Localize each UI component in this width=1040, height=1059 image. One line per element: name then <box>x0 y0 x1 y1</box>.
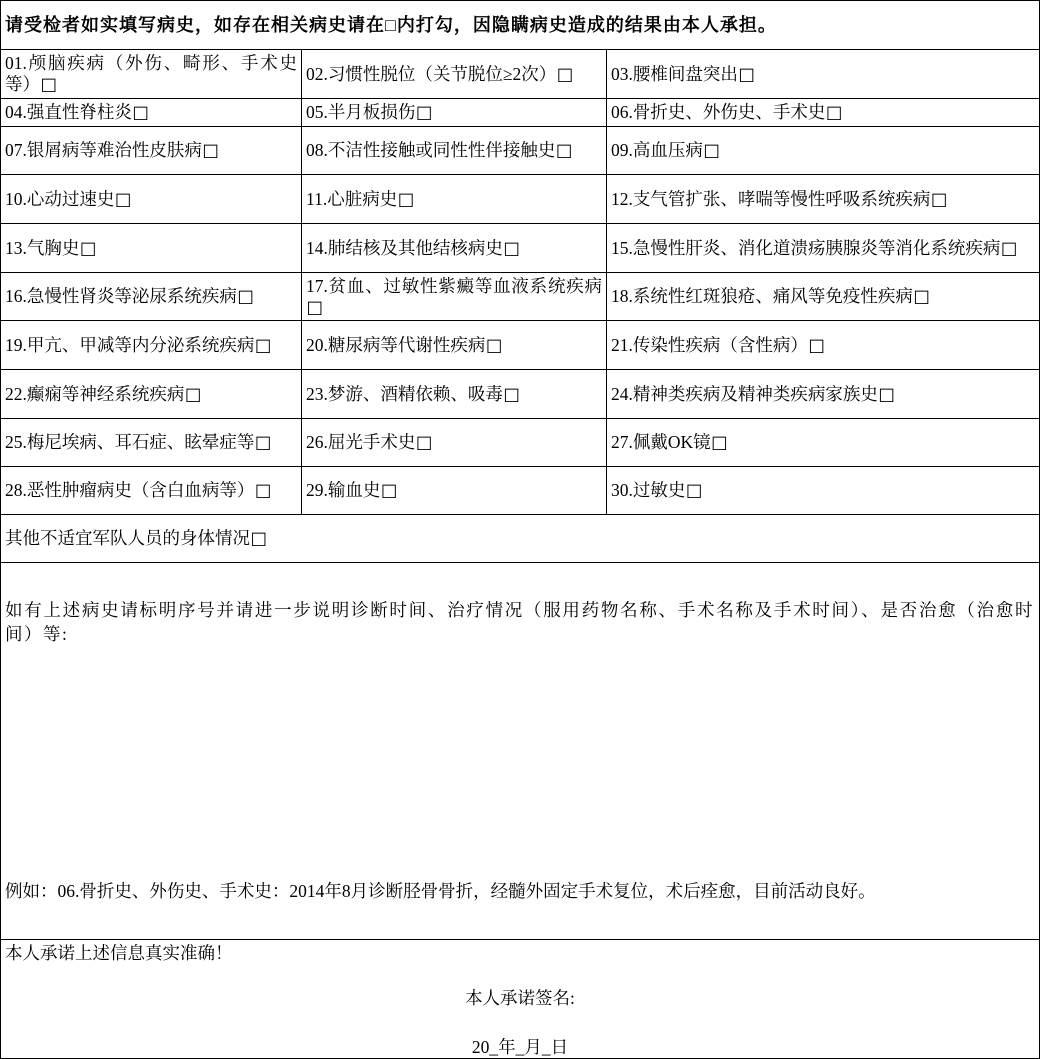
history-item-03-text <box>611 64 1035 85</box>
history-item-08-text <box>306 140 602 161</box>
history-item-04-label: 04.强直性脊柱炎 <box>5 102 132 122</box>
history-item-22-checkbox[interactable]: □ <box>184 384 202 405</box>
history-item-19-checkbox[interactable]: □ <box>254 335 272 356</box>
history-item-28-text <box>5 480 297 501</box>
history-item-28-checkbox[interactable]: □ <box>254 481 272 501</box>
history-item-24-checkbox[interactable]: □ <box>878 384 895 405</box>
history-item-19-label: 19.甲亢、甲减等内分泌系统疾病 <box>5 334 255 355</box>
history-item-27-text <box>611 432 1035 453</box>
history-item-06 <box>607 99 1040 127</box>
history-item-16-label: 16.急慢性肾炎等泌尿系统疾病 <box>5 286 237 306</box>
history-item-01 <box>1 50 302 99</box>
history-item-22 <box>1 370 302 419</box>
history-item-22-text <box>5 384 297 405</box>
history-item-19 <box>1 321 302 370</box>
other-conditions-label: 其他不适宜军队人员的身体情况 <box>5 528 250 548</box>
history-item-09-checkbox[interactable]: □ <box>703 141 720 161</box>
history-item-22-label: 22.癫痫等神经系统疾病 <box>5 383 185 404</box>
history-item-11-label: 11.心脏病史 <box>306 188 398 209</box>
history-item-12-checkbox[interactable]: □ <box>930 189 948 210</box>
history-item-14-text <box>306 238 602 259</box>
history-item-25-text <box>5 432 297 453</box>
signature-label: 本人承诺签名: <box>465 988 575 1008</box>
history-item-14 <box>302 224 607 273</box>
history-item-16-text <box>5 286 297 307</box>
history-item-14-label: 14.肺结核及其他结核病史 <box>306 237 503 258</box>
declaration-section <box>1 940 1040 1059</box>
history-item-21-checkbox[interactable]: □ <box>808 335 825 356</box>
history-item-03 <box>607 50 1040 99</box>
history-item-23 <box>302 370 607 419</box>
history-item-06-checkbox[interactable]: □ <box>825 103 843 123</box>
history-item-11-checkbox[interactable]: □ <box>397 189 415 210</box>
history-item-30-checkbox[interactable]: □ <box>685 481 703 501</box>
history-item-26-label: 26.屈光手术史 <box>306 432 416 452</box>
history-item-21 <box>607 321 1040 370</box>
history-item-06-label: 06.骨折史、外伤史、手术史 <box>611 102 826 122</box>
history-item-24-text <box>611 384 1035 405</box>
history-item-16 <box>1 273 302 321</box>
history-item-08-label: 08.不洁性接触或同性性伴接触史 <box>306 140 556 160</box>
history-item-08 <box>302 127 607 175</box>
history-item-17-label: 17.贫血、过敏性紫癜等血液系统疾病 <box>306 275 602 296</box>
history-item-09 <box>607 127 1040 175</box>
history-item-01-text <box>5 53 297 95</box>
history-item-06-text <box>611 102 1035 123</box>
history-item-24-label: 24.精神类疾病及精神类疾病家族史 <box>611 383 878 404</box>
history-item-27 <box>607 419 1040 467</box>
history-item-13-text <box>5 238 297 259</box>
history-item-18-text <box>611 286 1035 307</box>
history-item-10-label: 10.心动过速史 <box>5 188 115 209</box>
history-details-example: 例如：06.骨折史、外伤史、手术史：2014年8月诊断胫骨骨折，经髓外固定手术复位，术后痊愈，目前活动良好。 <box>5 881 876 901</box>
history-item-16-checkbox[interactable]: □ <box>237 287 254 307</box>
history-item-03-label: 03.腰椎间盘突出 <box>611 63 738 84</box>
history-item-29-label: 29.输血史 <box>306 480 381 500</box>
history-item-07-checkbox[interactable]: □ <box>202 141 219 161</box>
history-item-30 <box>607 467 1040 515</box>
history-item-29-text <box>306 480 602 501</box>
history-details-section <box>1 563 1040 940</box>
history-item-15-text <box>611 238 1035 259</box>
history-item-02 <box>302 50 607 99</box>
history-item-07-text <box>5 140 297 161</box>
history-item-09-text <box>611 140 1035 161</box>
history-item-29 <box>302 467 607 515</box>
history-item-17-text <box>306 276 602 318</box>
history-item-27-checkbox[interactable]: □ <box>711 433 728 453</box>
history-details-instruction: 如有上述病史请标明序号并请进一步说明诊断时间、治疗情况（服用药物名称、手术名称及手术时间）、是否治愈（治愈时间）等: <box>5 600 1034 644</box>
history-item-05-text <box>306 102 602 123</box>
history-item-26 <box>302 419 607 467</box>
history-item-28 <box>1 467 302 515</box>
form-instruction-header: 请受检者如实填写病史，如存在相关病史请在□内打勾，因隐瞒病史造成的结果由本人承担。 <box>1 1 1040 50</box>
declaration-statement: 本人承诺上述信息真实准确！ <box>5 943 233 963</box>
other-conditions-item <box>1 515 1040 563</box>
history-item-15-checkbox[interactable]: □ <box>1000 238 1018 259</box>
history-item-03-checkbox[interactable]: □ <box>738 64 755 85</box>
history-item-27-label: 27.佩戴OK镜 <box>611 432 711 452</box>
history-item-10 <box>1 175 302 224</box>
other-conditions-checkbox[interactable]: □ <box>250 529 268 549</box>
history-item-11 <box>302 175 607 224</box>
history-item-13 <box>1 224 302 273</box>
history-item-18-label: 18.系统性红斑狼疮、痛风等免疫性疾病 <box>611 286 913 306</box>
history-item-15-label: 15.急慢性肝炎、消化道溃疡胰腺炎等消化系统疾病 <box>611 237 1001 258</box>
history-item-26-text <box>306 432 602 453</box>
history-item-13-label: 13.气胸史 <box>5 237 80 258</box>
history-item-20 <box>302 321 607 370</box>
history-item-05-checkbox[interactable]: □ <box>415 103 433 123</box>
history-item-18 <box>607 273 1040 321</box>
history-item-30-text <box>611 480 1035 501</box>
history-item-20-checkbox[interactable]: □ <box>485 335 503 356</box>
history-item-25 <box>1 419 302 467</box>
history-item-18-checkbox[interactable]: □ <box>913 287 930 307</box>
history-item-21-text <box>611 335 1035 356</box>
history-item-02-label: 02.习惯性脱位（关节脱位≥2次） <box>306 63 557 84</box>
history-item-08-checkbox[interactable]: □ <box>555 141 573 161</box>
history-item-20-text <box>306 335 602 356</box>
history-item-07 <box>1 127 302 175</box>
history-details-writing-area[interactable] <box>5 653 1034 863</box>
history-item-01-checkbox[interactable]: □ <box>40 75 58 95</box>
history-item-21-label: 21.传染性疾病（含性病） <box>611 334 808 355</box>
history-item-23-label: 23.梦游、酒精依赖、吸毒 <box>306 383 503 404</box>
history-item-07-label: 07.银屑病等难治性皮肤病 <box>5 140 202 160</box>
history-item-01-label: 01.颅脑疾病（外伤、畸形、手术史等） <box>5 53 297 94</box>
history-item-29-checkbox[interactable]: □ <box>380 481 398 501</box>
history-item-02-checkbox[interactable]: □ <box>556 64 574 85</box>
history-item-11-text <box>306 189 602 210</box>
history-item-20-label: 20.糖尿病等代谢性疾病 <box>306 334 486 355</box>
history-item-12-label: 12.支气管扩张、哮喘等慢性呼吸系统疾病 <box>611 188 931 209</box>
history-item-12-text <box>611 189 1035 210</box>
history-item-23-checkbox[interactable]: □ <box>503 384 520 405</box>
history-item-13-checkbox[interactable]: □ <box>79 238 97 259</box>
history-item-19-text <box>5 335 297 356</box>
signature-date-line: 20_年_月_日 <box>471 1037 569 1057</box>
history-item-23-text <box>306 384 602 405</box>
history-item-30-label: 30.过敏史 <box>611 480 686 500</box>
history-item-05 <box>302 99 607 127</box>
history-item-10-text <box>5 189 297 210</box>
history-item-05-label: 05.半月板损伤 <box>306 102 416 122</box>
history-item-25-checkbox[interactable]: □ <box>254 433 272 453</box>
history-item-14-checkbox[interactable]: □ <box>503 238 520 259</box>
history-item-25-label: 25.梅尼埃病、耳石症、眩晕症等 <box>5 432 255 452</box>
history-item-02-text <box>306 64 602 85</box>
history-item-28-label: 28.恶性肿瘤病史（含白血病等） <box>5 480 255 500</box>
history-item-10-checkbox[interactable]: □ <box>114 189 132 210</box>
history-item-15 <box>607 224 1040 273</box>
history-item-04-text <box>5 102 297 123</box>
history-item-04 <box>1 99 302 127</box>
history-item-17 <box>302 273 607 321</box>
history-item-04-checkbox[interactable]: □ <box>132 103 149 123</box>
history-item-17-checkbox[interactable]: □ <box>306 297 324 318</box>
history-item-26-checkbox[interactable]: □ <box>415 433 433 453</box>
history-item-24 <box>607 370 1040 419</box>
history-item-12 <box>607 175 1040 224</box>
history-item-09-label: 09.高血压病 <box>611 140 703 160</box>
other-conditions-text <box>5 528 1035 549</box>
